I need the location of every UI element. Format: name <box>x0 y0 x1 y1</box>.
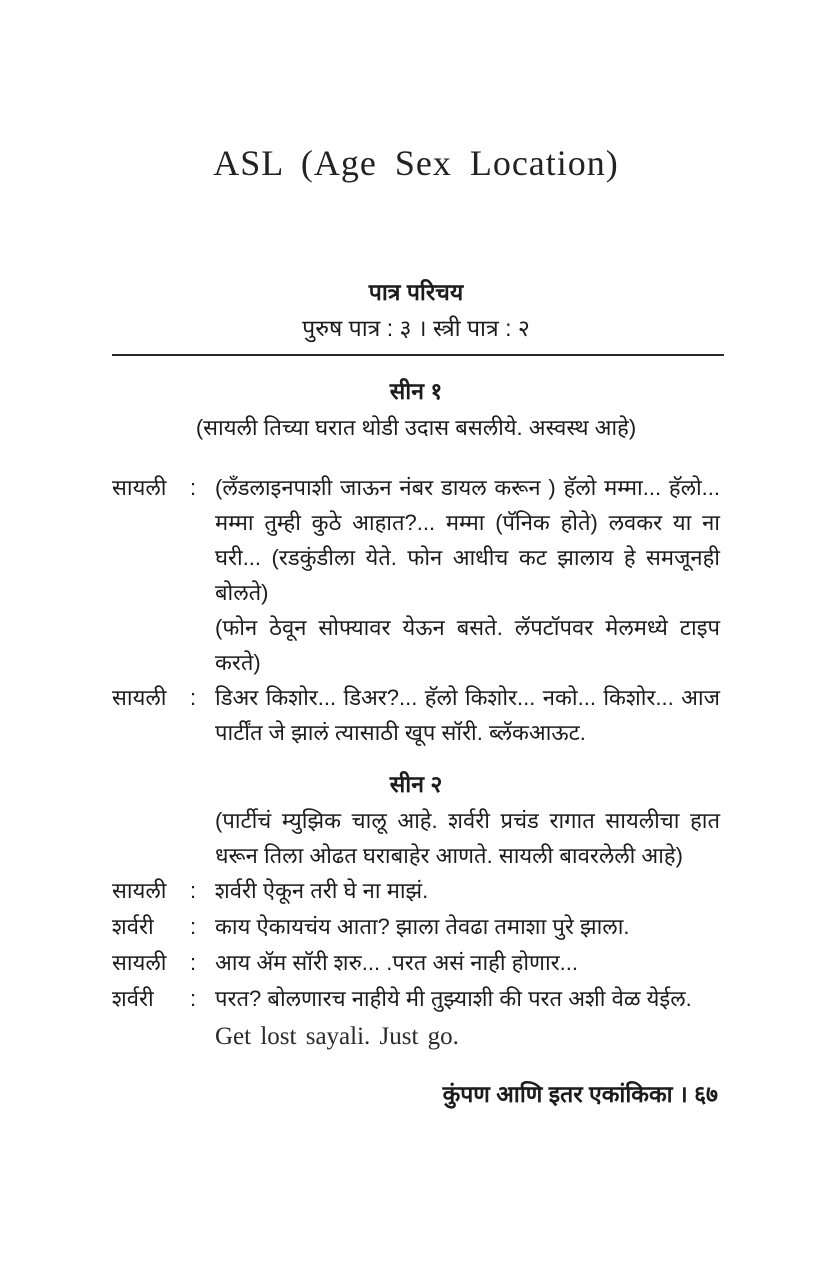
scene-1 <box>112 374 720 750</box>
dialogue-colon: : <box>190 986 197 1012</box>
dialogue-text <box>215 680 720 750</box>
dialogue-paragraph: डिअर किशोर... डिअर?... हॅलो किशोर... नको... किशोर... आज पार्टींत जे झालं त्यासाठी खूप सॉरी. ब्लॅकआऊट. <box>215 685 720 746</box>
page-footer: कुंपण आणि इतर एकांकिका । ६७ <box>442 1081 718 1108</box>
dialogue-text <box>215 981 720 1017</box>
dialogue-text <box>215 873 720 909</box>
dialogue-entry <box>112 945 720 981</box>
speaker-name: सायली <box>112 685 167 711</box>
dialogue-colon: : <box>190 878 197 904</box>
dialogue-paragraph: (लँडलाइनपाशी जाऊन नंबर डायल करून ) हॅलो मम्मा... हॅलो... मम्मा तुम्ही कुठे आहात?... मम्मा (पॅनिक होते) लवकर या ना घरी... (रडकुंडीला येते. फोन आधीच कट झालाय हे समजूनही बोलते) <box>215 475 720 606</box>
dialogue-colon: : <box>190 475 197 501</box>
speaker-name: शर्वरी <box>112 986 154 1012</box>
speaker-name: सायली <box>112 878 167 904</box>
dialogue-paragraph: काय ऐकायचंय आता? झाला तेवढा तमाशा पुरे झाला. <box>215 914 630 940</box>
dialogue-text <box>215 945 720 981</box>
scene-1-heading: सीन १ <box>389 378 443 405</box>
dialogue-colon: : <box>190 685 197 711</box>
dialogue-entry <box>112 873 720 909</box>
dialogue-paragraph: परत? बोलणारच नाहीये मी तुझ्याशी की परत अशी वेळ येईल. <box>215 986 692 1012</box>
dialogue-text <box>215 470 720 680</box>
cast-count-line: पुरुष पात्र : ३ । स्त्री पात्र : २ <box>302 315 530 342</box>
dialogue-colon: : <box>190 950 197 976</box>
scene-1-dialogues <box>112 470 720 750</box>
dialogue-entry <box>112 680 720 750</box>
dialogue-paragraph: आय ॲम सॉरी शरु... .परत असं नाही होणार... <box>215 950 578 976</box>
dialogue-entry <box>112 909 720 945</box>
dialogue-paragraph: शर्वरी ऐकून तरी घे ना माझं. <box>215 878 429 904</box>
scene-2 <box>112 767 720 1055</box>
english-dialogue-line: Get lost sayali. Just go. <box>215 1023 459 1051</box>
scene-2-stage-direction: (पार्टीचं म्युझिक चालू आहे. शर्वरी प्रचंड रागात सायलीचा हात धरून तिला ओढत घराबाहेर आणते. सायली बावरलेली आहे) <box>215 808 720 869</box>
speaker-name: शर्वरी <box>112 914 154 940</box>
cast-intro <box>112 275 720 346</box>
dialogue-paragraph: (फोन ठेवून सोफ्यावर येऊन बसते. लॅपटॉपवर मेलमध्ये टाइप करते) <box>215 615 720 676</box>
dialogue-text <box>215 909 720 945</box>
speaker-name: सायली <box>112 475 167 501</box>
dialogue-colon: : <box>190 914 197 940</box>
dialogue-entry <box>112 470 720 680</box>
scene-2-heading: सीन २ <box>389 771 443 798</box>
scene-2-dialogues <box>112 873 720 1055</box>
cast-heading: पात्र परिचय <box>368 279 464 306</box>
dialogue-entry <box>112 981 720 1017</box>
scene-1-stage-direction: (सायली तिच्या घरात थोडी उदास बसलीये. अस्वस्थ आहे) <box>195 415 637 441</box>
page-title: ASL (Age Sex Location) <box>213 143 619 183</box>
speaker-name: सायली <box>112 950 167 976</box>
section-divider <box>112 354 724 356</box>
